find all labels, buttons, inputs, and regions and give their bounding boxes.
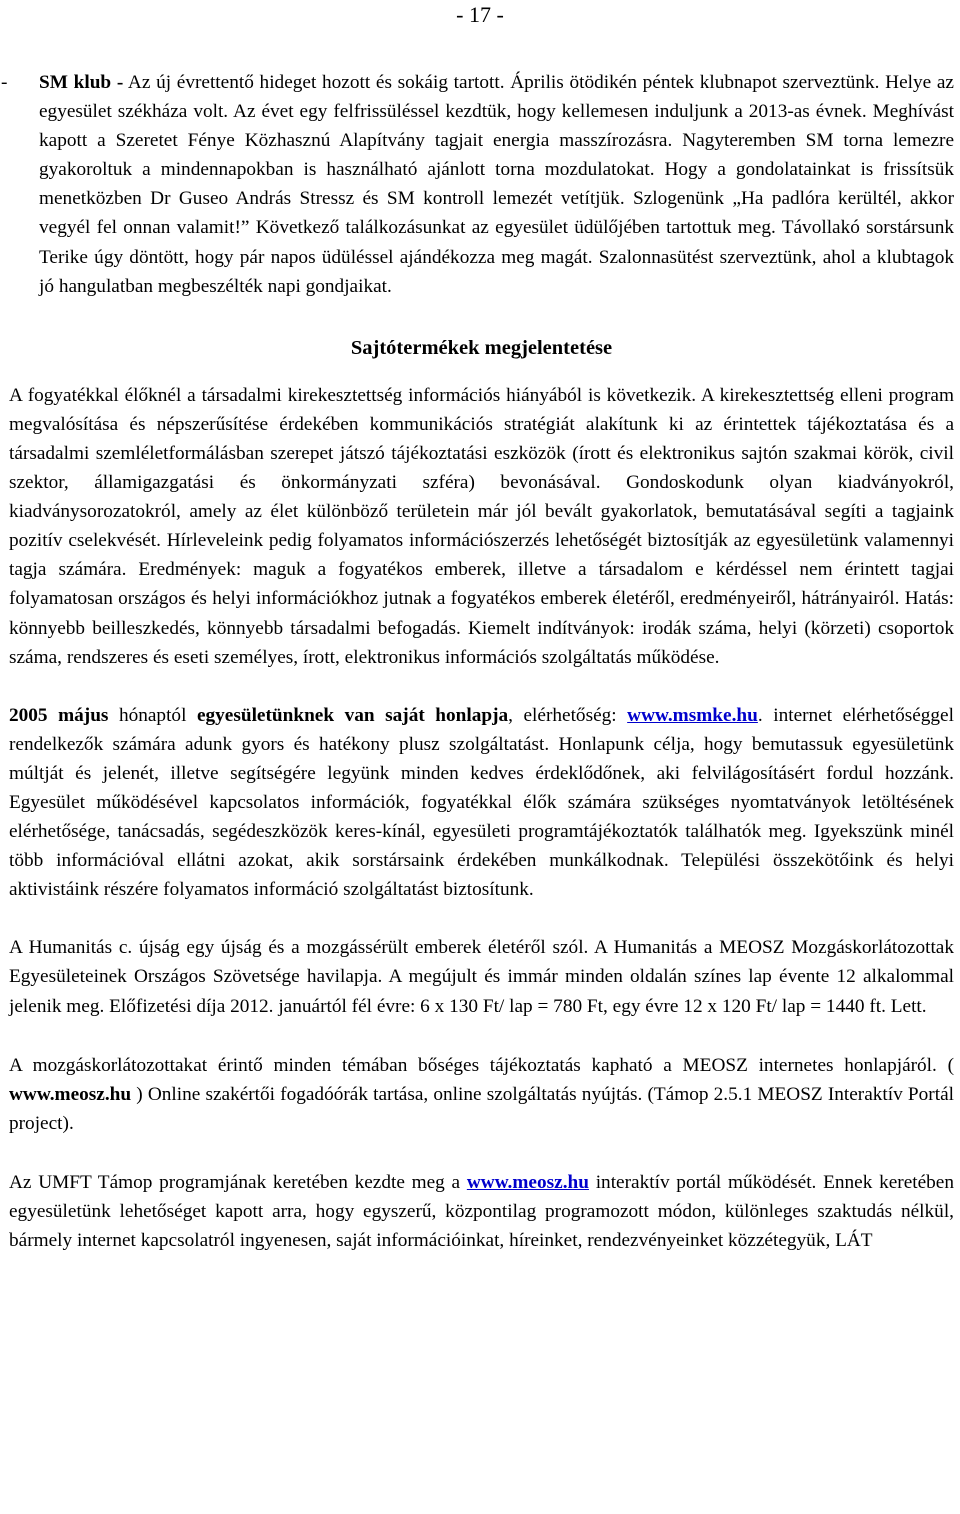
- section-heading: Sajtótermékek megjelentetése: [350, 336, 613, 359]
- humanitas-paragraph: A Humanitás c. újság egy újság és a mozgássérült emberek életéről szól. A Humanitás a MEOSZ Mozgáskorlátozottak Egyesületeinek Országos Szövetsége havilapja. A megújult és immár minden oldalán színes lap évente 12 alkalommal jelenik meg. Előfizetési díja 2012. januártól fél évre: 6 x 130 Ft/ lap = 780 Ft, egy évre 12 x 120 Ft/ lap = 1440 ft. Lett.: [9, 937, 954, 1017]
- honlap-paragraph: [9, 701, 954, 905]
- fogyatekkal-paragraph: A fogyatékkal élőknél a társadalmi kirekesztettség információs hiányából is következik. A kirekesztettség elleni program megvalósítása és népszerűsítése érdekében kommunikációs stratégiát alakítunk ki az érintettek tájékoztatása és a társadalmi szemléletformálásban szerepet játszó tájékoztatási eszközök (írott és elektronikus sajtón szakmai körök, civil szektor, államigazgatási és önkormányzati szféra) bevonásával. Gondoskodunk olyan kiadványokról, kiadványsorozatokról, amely az élet különböző területein már jól bevált gyakorlatok, bemutatásával segíti a tagjaink pozitív cselekvését. Hírleveleink pedig folyamatos információszerzés lehetőségét biztosítják az egyesületünk valamennyi tagja számára. Eredmények: maguk a fogyatékos emberek, illetve a társadalom e kérdéssel nem érintett tagjai folyamatosan országos és helyi információkhoz jutnak a fogyatékos emberek életéről, eredményeiről, hátrányairól. Hatás: könnyebb beilleszkedés, könnyebb társadalmi befogadás. Kiemelt indítványok: irodák száma, helyi (körzeti) csoportok száma, rendszeres és eseti személyes, írott, elektronikus információs szolgáltatás működése.: [9, 384, 954, 668]
- honlap-text-2: , elérhetőség:: [508, 704, 617, 726]
- umft-paragraph: [9, 1168, 954, 1255]
- sm-klub-title: SM klub -: [39, 72, 124, 93]
- honlap-text-3: .: [757, 704, 763, 726]
- page-content: [1, 68, 955, 1255]
- meosz-paragraph: [9, 1051, 954, 1138]
- sm-klub-paragraph: [1, 68, 954, 301]
- honlap-bold-text: egyesületünknek van saját honlapja: [196, 704, 509, 726]
- page-number: - 17 -: [456, 2, 504, 27]
- meosz-text-1: A mozgáskorlátozottakat érintő minden témában bőséges tájékoztatás kapható a MEOSZ internetes honlapjáról. (: [9, 1054, 954, 1076]
- honlap-rest: internet elérhetőséggel rendelkezők számára adunk gyors és hatékony plusz szolgáltatást. Honlapunk célja, hogy bemutassuk egyesületünk múltját és jelenét, illetve segítségére legyünk minden kedves érdeklődőnek, aki felvilágosításért fordul hozzánk. Egyesület működésével kapcsolatos információk, fogyatékkal élők számára szükséges nyomtatványok letöltésének elérhetősége, tanácsadás, segédeszközök keres-kínál, egyesületi programtájékoztatók találhatók meg. Igyekszünk minél több információval ellátni azokat, akik sorstársaink érdekében munkálkodnak. Települési összekötőink és helyi aktivistáink részére folyamatos információ szolgáltatást biztosítunk.: [9, 704, 954, 901]
- msmke-link[interactable]: www.msmke.hu: [627, 704, 758, 726]
- meosz-url: www.meosz.hu: [9, 1083, 132, 1105]
- umft-text-2: interaktív portál működését. Ennek keretében egyesületünk lehetőséget kapott arra, hogy egyszerű, központilag programozott módon, különleges szaktudás nélkül, bármely internet kapcsolatról ingyenesen, saját információinkat, híreinket, rendezvényeinket közzétegyük, LÁT: [9, 1171, 955, 1252]
- umft-text-1: Az UMFT Támop programjának keretében kezdte meg a: [9, 1171, 461, 1193]
- meosz-link[interactable]: www.meosz.hu: [466, 1171, 589, 1193]
- sm-klub-text: Az új évrettentő hideget hozott és sokáig tartott. Április ötödikén péntek klubnapot szerveztünk. Helye az egyesület székháza volt. Az évet egy felfrissüléssel kezdtük, hogy kellemesen induljunk a 2013-as évnek. Meghívást kapott a Szeretet Fénye Közhasznú Alapítvány tagjait energia masszírozásra. Nagyteremben SM torna lemezre gyakoroltuk a mindennapokban is használható ajánlott torna mozdulatokat. Hogy a gondolatainkat is frissítsük menetközben Dr Guseo András Stressz és SM kontroll lemezét vetítjük. Szlogenünk „Ha padlóra kerültél, akkor vegyél fel onnan valamit!” Következő találkozásunkat az egyesület üdülőjében tartottuk meg. Távollakó sorstársunk Terike úgy döntött, hogy pár napos üdüléssel ajándékozza meg magát. Szalonnasütést szerveztünk, ahol a klubtagok jó hangulatban megbeszélték napi gondjaikat.: [39, 72, 954, 297]
- honlap-date: 2005 május: [9, 704, 109, 726]
- list-dash: -: [1, 72, 8, 93]
- meosz-text-2: ) Online szakértői fogadóórák tartása, online szolgáltatás nyújtás. (Támop 2.5.1 MEOSZ Interaktív Portál project).: [9, 1083, 954, 1134]
- honlap-text-1: hónaptól: [118, 704, 187, 726]
